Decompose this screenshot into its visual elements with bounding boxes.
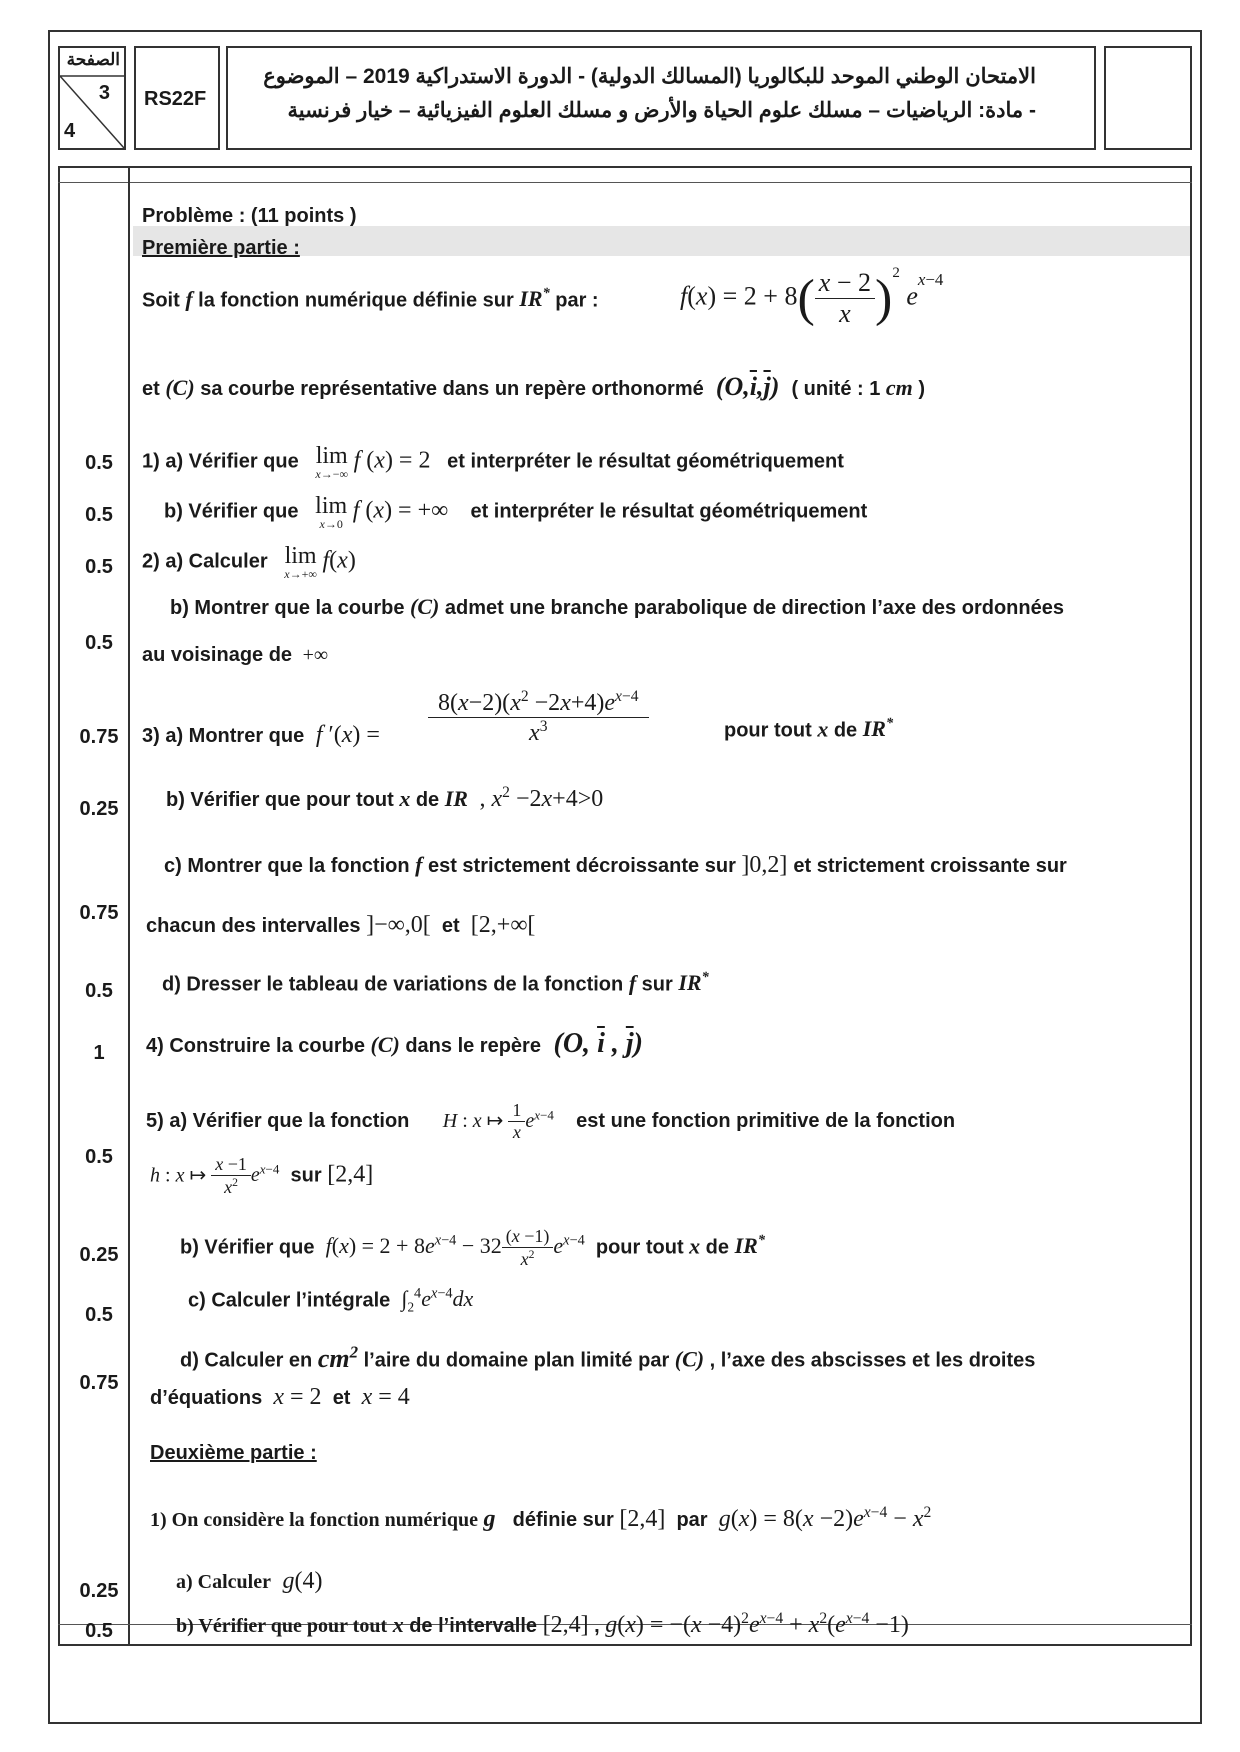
points-column-divider: [128, 166, 130, 1646]
question-5d: d) Calculer en $cm^2$ l’aire du domaine plan limité par (C) , l’axe des abscisses et les droites: [180, 1342, 1036, 1373]
part2-question-1b: b) Vérifier que pour tout x de l’intervalle [2,4] , $g(x) = -(x -4)^2e^{x-4} + x^2(e^{x-4} -1)$: [176, 1610, 909, 1638]
points-q1a: 0.5: [85, 452, 113, 474]
points-q1b: 0.5: [85, 504, 113, 526]
points-q5c: 0.5: [85, 1304, 113, 1326]
points-q5d: 0.75: [79, 1372, 119, 1394]
question-2b: b) Montrer que la courbe (C) admet une branche parabolique de direction l’axe des ordonnées: [170, 594, 1064, 619]
exam-title-box: [226, 46, 1096, 150]
exam-code: RS22F: [144, 88, 207, 110]
page-number: 3: [98, 82, 110, 104]
page-number-box: [58, 46, 126, 150]
points-q3d: 0.5: [85, 980, 113, 1002]
courbe-text: sa courbe représentative dans un repère orthonormé: [200, 378, 704, 400]
points-q3b: 0.25: [79, 798, 119, 820]
unite-cm: cm: [885, 375, 913, 400]
function-definition: Soit f la fonction numérique définie sur IR* par :: [142, 286, 599, 312]
points-q2a: 0.5: [85, 556, 113, 578]
body-top-line: [58, 182, 1192, 183]
question-1b: b) Vérifier que lim x→0 f (x) = +∞ et interpréter le résultat géométriquement: [164, 493, 868, 531]
page-label: الصفحة: [66, 50, 120, 69]
et-text: et: [142, 378, 160, 400]
exam-title-line1: الامتحان الوطني الموحد للبكالوريا (المسالك الدولية) - الدورة الاستدراكية 2019 – الموضوع: [263, 65, 1036, 88]
question-5a-line2: h : x ↦ $\frac{x -1}{x^2}$ $e^{x-4}$ sur [2,4]: [150, 1154, 374, 1197]
points-p2a: 0.25: [79, 1580, 119, 1602]
header-blank-box: [1104, 46, 1192, 150]
problem-title: Problème : (11 points ): [142, 205, 357, 227]
question-5b: b) Vérifier que $f(x) = 2 + 8e^{x-4} - 32$ $\frac{(x -1)}{x^2}$ $e^{x-4}$ pour tout x de IR*: [180, 1226, 765, 1269]
question-1a: 1) a) Vérifier que lim x→−∞ f (x) = 2 et interpréter le résultat géométriquement: [142, 443, 844, 481]
points-p2b: 0.5: [85, 1620, 113, 1642]
question-3c-line2: chacun des intervalles ]−∞,0[ et [2,+∞[: [146, 912, 536, 938]
unite-text: ( unité : 1: [791, 378, 881, 400]
points-q2b: 0.5: [85, 632, 113, 654]
page-total: 4: [64, 120, 76, 142]
part1-heading: Première partie :: [142, 237, 300, 259]
question-3a-rest: pour tout x de IR*: [724, 716, 894, 742]
part2-question-1: 1) On considère la fonction numérique g définie sur [2,4] par $g(x) = 8(x -2)e^{x-4} - x^2$: [150, 1504, 932, 1532]
exam-code-box: [134, 46, 220, 150]
question-5d-line2: d’équations x = 2 et x = 4: [150, 1384, 410, 1410]
question-3c: c) Montrer que la fonction f est strictement décroissante sur ]0,2] et strictement croissante sur: [164, 852, 1067, 878]
question-4: 4) Construire la courbe (C) dans le repère (O, $\overline{i}$ , $\overline{j}$): [146, 1028, 643, 1059]
question-3b: b) Vérifier que pour tout x de IR , $x^2 -2x+4>0$: [166, 784, 604, 812]
question-5c: c) Calculer l’intégrale $\int_2^4e^{x-4}dx$: [188, 1286, 474, 1315]
question-5a: 5) a) Vérifier que la fonction H : x ↦ $\frac{1}{x}$ $e^{x-4}$ est une fonction primitive de la fonction: [146, 1100, 956, 1142]
par-text: par :: [555, 289, 599, 312]
points-q3a: 0.75: [79, 726, 119, 748]
question-3a: 3) a) Montrer que f ′(x) =: [142, 722, 380, 748]
points-q5a: 0.5: [85, 1146, 113, 1168]
curve-definition: et (C) sa courbe représentative dans un repère orthonormé $(O,\overline{i},\overline{j})$ ( unité : 1 cm ): [142, 372, 926, 401]
soit-rest-text: la fonction numérique définie sur: [198, 289, 514, 312]
part2-question-1a: a) Calculer g(4): [176, 1568, 323, 1594]
unite-close: ): [918, 378, 926, 400]
points-q3c: 0.75: [79, 902, 119, 924]
points-q4: 1: [93, 1042, 105, 1064]
question-3d: d) Dresser le tableau de variations de la fonction f sur IR*: [162, 970, 709, 996]
part2-heading: Deuxième partie :: [150, 1442, 317, 1464]
question-2a: 2) a) Calculer lim x→+∞ f(x): [142, 543, 356, 581]
exam-title-line2: - مادة: الرياضيات – مسلك علوم الحياة والأرض و مسلك العلوم الفيزيائية – خيار فرنسية: [287, 99, 1036, 122]
points-q5b: 0.25: [79, 1244, 119, 1266]
soit-text: Soit: [142, 289, 180, 312]
question-2b-line2: au voisinage de +∞: [142, 644, 329, 666]
page-divider-diagonal: [60, 48, 124, 148]
f-prime-formula: $\frac{8(x-2)(x^2 -2x+4)e^{x-4}}{x^3}$: [428, 688, 649, 747]
f-formula: f(x) = 2 + 8( $\frac{x - 2}{x}$ )$^2$ $e^{x-4}$: [680, 264, 944, 328]
